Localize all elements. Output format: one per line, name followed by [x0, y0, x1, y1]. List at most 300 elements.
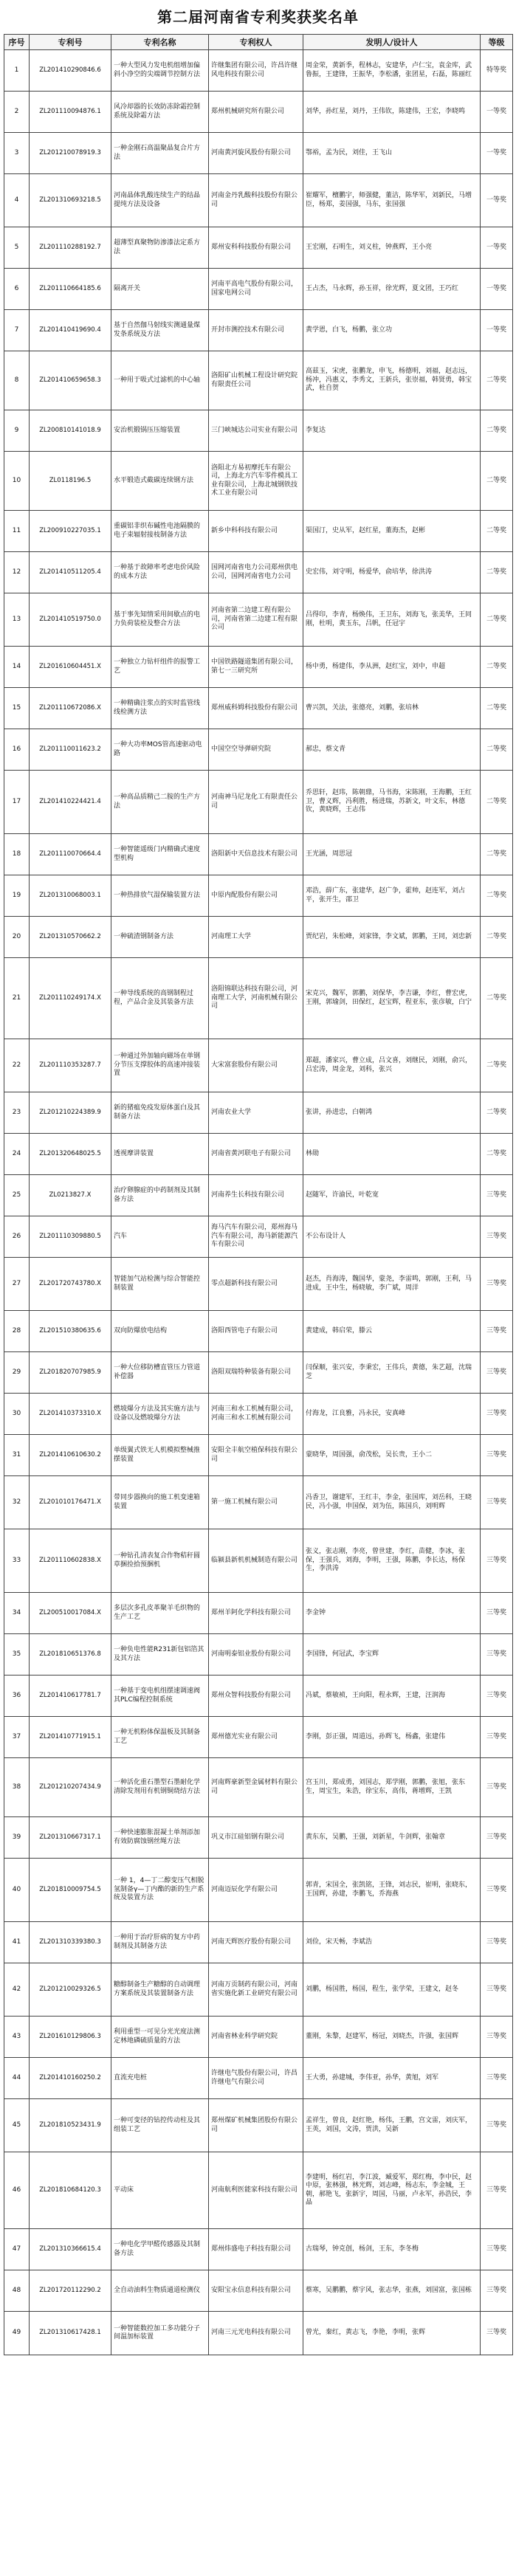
patent-owner: 郑州羊阿化学科技有限公司 [209, 1593, 303, 1634]
patent-number: ZL201310667317.1 [30, 1817, 111, 1859]
row-index: 45 [4, 2099, 30, 2152]
award-level: 三等奖 [481, 2017, 513, 2058]
award-level: 三等奖 [481, 1963, 513, 2017]
row-index: 31 [4, 1435, 30, 1476]
inventors: 赵随军，许渝民，叶乾宽 [303, 1175, 481, 1216]
row-index: 36 [4, 1676, 30, 1717]
patent-owner: 洛阳双瑞特种装备有限公司 [209, 1352, 303, 1394]
award-level: 三等奖 [481, 1394, 513, 1435]
header-patent-number: 专利号 [30, 35, 111, 50]
patent-number: ZL201210078919.3 [30, 133, 111, 174]
row-index: 9 [4, 410, 30, 452]
inventors: 张义，张志刚，李亮，曾世建，李红，苗健，李冰，张保，王强兵，刘海，李明，王强，陈鹏，李长达，杨保生，李洪涛 [303, 1529, 481, 1593]
award-level: 特等奖 [481, 50, 513, 92]
row-index: 43 [4, 2017, 30, 2058]
row-index: 37 [4, 1717, 30, 1758]
inventors: 李建明，杨红岩，李江波，臧爱军，郑红梅，李中民，赵中原，张林强，林光辉，刘志峰，杨志东，李金城，王朝，郝艳飞，张新宇，周国，马丽，卢永军，孙浩民，李晶 [303, 2152, 481, 2229]
patent-owner: 洛阳锦联达科技有限公司，河南理工大学，河南机械有限公司 [209, 958, 303, 1039]
patent-owner: 新乡中科科技有限公司 [209, 511, 303, 552]
patent-owner: 郑州煤矿机械集团股份有限公司 [209, 2099, 303, 2152]
patent-owner: 零点超新科技有限公司 [209, 1258, 303, 1311]
patent-name: 单级翼式铁无人机模拟整械推摆装置 [111, 1435, 209, 1476]
table-row [4, 1593, 513, 1634]
inventors: 郝忠，蔡文青 [303, 729, 481, 771]
inventors: 邓浩，薛广东，张建华，赵广争，霍帅，赵连军，刘占平，张开生，邵卫 [303, 875, 481, 917]
patent-owner: 第一施工机械有限公司 [209, 1476, 303, 1529]
patent-owner: 国网河南省电力公司郑州供电公司，国网河南省电力公司 [209, 552, 303, 593]
award-level: 三等奖 [481, 2099, 513, 2152]
patent-owner: 开封市测控技术有限公司 [209, 310, 303, 351]
patent-name: 河南晶体乳酸连续生产的结晶提纯方法及设备 [111, 174, 209, 227]
table-row [4, 875, 513, 917]
patent-name: 一种用于治疗肝病的复方中药制剂及其制备方法 [111, 1922, 209, 1963]
patent-name: 基于自然伽马射线实测通量煤发条系统及方法 [111, 310, 209, 351]
patent-number: ZL201410290846.6 [30, 50, 111, 92]
award-level: 二等奖 [481, 1039, 513, 1092]
table-row [4, 2270, 513, 2312]
patent-owner: 许继集团有限公司，许昌许继风电科技有限公司 [209, 50, 303, 92]
table-row [4, 2058, 513, 2099]
award-level: 二等奖 [481, 593, 513, 647]
patent-name: 一种可变径的钻控传动柱及其组装工艺 [111, 2099, 209, 2152]
row-index: 7 [4, 310, 30, 351]
table-row [4, 1435, 513, 1476]
inventors: 李复达 [303, 410, 481, 452]
row-index: 20 [4, 917, 30, 958]
patent-name: 基于事先知情采用间歇点的电力负荷装检及整合方法 [111, 593, 209, 647]
patent-name: 汽车 [111, 1216, 209, 1258]
patent-number: ZL201010176471.X [30, 1476, 111, 1529]
table-row [4, 174, 513, 227]
patent-name: 一种负电性能R231新包铝箔其及其方法 [111, 1634, 209, 1676]
table-row [4, 1039, 513, 1092]
patent-number: ZL201210207434.9 [30, 1758, 111, 1817]
table-row [4, 227, 513, 269]
table-row [4, 2312, 513, 2355]
patent-number: ZL201410373310.X [30, 1394, 111, 1435]
row-index: 47 [4, 2229, 30, 2270]
patent-owner: 安阳宝永信息科技有限公司 [209, 2270, 303, 2312]
award-level: 二等奖 [481, 834, 513, 875]
patent-number: ZL201610129806.3 [30, 2017, 111, 2058]
table-row [4, 1175, 513, 1216]
patent-owner: 洛阳新中天信息技术有限公司 [209, 834, 303, 875]
inventors: 王大勇，孙建城，李伟亚，孙华，黄旭，刘军 [303, 2058, 481, 2099]
patent-name: 一种基于变电机组摆速调速阀其PLC编程控制系统 [111, 1676, 209, 1717]
inventors: 鄂裕，孟为民，刘佳，王飞山 [303, 133, 481, 174]
inventors: 黄建成，韩启荣，滕云 [303, 1311, 481, 1352]
patent-name: 风冷却器的长效防冻除霜控制系统及除霜方法 [111, 92, 209, 133]
table-row [4, 917, 513, 958]
patent-name: 多层次多孔皮革聚羊毛织物的生产工艺 [111, 1593, 209, 1634]
row-index: 38 [4, 1758, 30, 1817]
patent-number: ZL201110011623.2 [30, 729, 111, 771]
award-level: 三等奖 [481, 1593, 513, 1634]
award-level: 三等奖 [481, 2229, 513, 2270]
award-level: 一等奖 [481, 92, 513, 133]
row-index: 12 [4, 552, 30, 593]
patent-number: ZL0118196.5 [30, 452, 111, 511]
patent-owner: 河南神马尼龙化工有限责任公司 [209, 771, 303, 834]
patent-name: 平动床 [111, 2152, 209, 2229]
award-level: 三等奖 [481, 1216, 513, 1258]
table-row [4, 1922, 513, 1963]
table-row [4, 1352, 513, 1394]
patent-owner: 海马汽车有限公司，郑州海马汽车有限公司，海马新能源汽车有限公司 [209, 1216, 303, 1258]
row-index: 1 [4, 50, 30, 92]
patent-name: 一种智能数控加工多功能分子间温加标装置 [111, 2312, 209, 2355]
inventors: 吕得印，李青，杨焕伟，王卫东，刘海飞，张美华，王同刚，杜明，黄玉东，吕帆，任冠宇 [303, 593, 481, 647]
award-level: 二等奖 [481, 410, 513, 452]
inventors: 杨中勇，杨建伟，李从洲，赵红宝，刘中，申超 [303, 647, 481, 688]
patent-number: ZL201720743780.X [30, 1258, 111, 1311]
row-index: 16 [4, 729, 30, 771]
award-level: 二等奖 [481, 647, 513, 688]
patent-number: ZL201110602838.X [30, 1529, 111, 1593]
inventors: 曹兴凯，关法，张德亮，刘鹏，张培林 [303, 688, 481, 729]
table-row [4, 593, 513, 647]
table-row [4, 1216, 513, 1258]
award-level: 三等奖 [481, 1175, 513, 1216]
table-row [4, 1134, 513, 1175]
patent-name: 一种通过外加轴向磁场在单钢分节压支撑胶体的高速冲接装置 [111, 1039, 209, 1092]
patent-name: 透视摩讲装置 [111, 1134, 209, 1175]
award-level: 三等奖 [481, 2270, 513, 2312]
award-level: 三等奖 [481, 1529, 513, 1593]
patent-owner: 中国铁路隧道集团有限公司，第七一三研究所 [209, 647, 303, 688]
patent-owner: 三门峡城达公司实业有限公司 [209, 410, 303, 452]
inventors: 蔡寒，吴鹏鹏，蔡宇风，张志华，张燕，刘国富，张国栋 [303, 2270, 481, 2312]
table-row [4, 511, 513, 552]
patent-number: ZL201110664185.6 [30, 269, 111, 310]
patent-number: ZL201820707985.9 [30, 1352, 111, 1394]
patent-owner: 河南航利医能家科技有限公司 [209, 2152, 303, 2229]
patent-number: ZL201110309880.5 [30, 1216, 111, 1258]
award-level: 三等奖 [481, 1258, 513, 1311]
patent-owner: 河南省黄河联电子有限公司 [209, 1134, 303, 1175]
patent-number: ZL201110249174.X [30, 958, 111, 1039]
inventors: 史宏伟，刘守明，杨爱华，俞培华，徐洪涛 [303, 552, 481, 593]
table-row [4, 1758, 513, 1817]
award-level: 二等奖 [481, 351, 513, 410]
row-index: 14 [4, 647, 30, 688]
patent-number: ZL201110353287.7 [30, 1039, 111, 1092]
patent-number: ZL201410771915.1 [30, 1717, 111, 1758]
patent-name: 智能加气站检测与综合智能控制装置 [111, 1258, 209, 1311]
row-index: 26 [4, 1216, 30, 1258]
patent-number: ZL201410511205.4 [30, 552, 111, 593]
table-row [4, 1676, 513, 1717]
inventors: 刘鹏，杨国胜，杨国，程生，张学荣，王建文，赵冬 [303, 1963, 481, 2017]
inventors: 曾光，秦红，黄志飞，李艳，李明，张辉 [303, 2312, 481, 2355]
patent-number: ZL201410419690.4 [30, 310, 111, 351]
header-inventors: 发明人/设计人 [303, 35, 481, 50]
inventors: 赵杰，肖海涛，魏国华，蒙尧，李雷鸣，郭刚，王利，马进成，王中生，杨晓敏，李广斌，周洋 [303, 1258, 481, 1311]
award-level: 二等奖 [481, 1092, 513, 1134]
inventors: 郑超，潘家兴，曹立成，吕文喜，刘继民，刘刚，俞兴，吕宏涛，周金龙，刘科，张兴 [303, 1039, 481, 1092]
table-row [4, 834, 513, 875]
row-index: 22 [4, 1039, 30, 1092]
inventors: 张讲，孙进忠，白朝鸿 [303, 1092, 481, 1134]
table-row [4, 1529, 513, 1593]
table-body [4, 50, 513, 2355]
patent-owner: 许继电气股份有限公司，许昌许继电气有限公司 [209, 2058, 303, 2099]
patent-name: 一种活化重石墨型石墨耐化学清除发剂用有机钢铜烧结方法 [111, 1758, 209, 1817]
award-level: 三等奖 [481, 1634, 513, 1676]
patent-number: ZL201720112290.2 [30, 2270, 111, 2312]
award-level: 三等奖 [481, 2058, 513, 2099]
patent-name: 利用重型一可见分光光度法测定林地磷硫质量的方法 [111, 2017, 209, 2058]
award-level: 三等奖 [481, 1817, 513, 1859]
table-row [4, 771, 513, 834]
patent-owner: 河南黄河旋风股份有限公司 [209, 133, 303, 174]
row-index: 18 [4, 834, 30, 875]
patent-owner: 河南理工大学 [209, 917, 303, 958]
patent-name: 一种智能遥级门内精确式速度型机构 [111, 834, 209, 875]
inventors: 王占杰，马永辉，孙玉祥，徐光辉，夏文团，王巧红 [303, 269, 481, 310]
patent-name: 一种热排放气湿保输装置方法 [111, 875, 209, 917]
award-level: 二等奖 [481, 729, 513, 771]
patent-number: ZL201210224389.9 [30, 1092, 111, 1134]
patent-name: 一种金刚石高温聚晶复合片方法 [111, 133, 209, 174]
patent-number: ZL201410160250.2 [30, 2058, 111, 2099]
patent-number: ZL201310570662.2 [30, 917, 111, 958]
inventors: 李国锋，何冠武，李宝辉 [303, 1634, 481, 1676]
row-index: 48 [4, 2270, 30, 2312]
row-index: 28 [4, 1311, 30, 1352]
table-row [4, 133, 513, 174]
patent-number: ZL201410519750.0 [30, 593, 111, 647]
inventors: 李刚，彭正强，周道远，孙辉飞，杨鑫，张建伟 [303, 1717, 481, 1758]
patent-number: ZL200910227035.1 [30, 511, 111, 552]
award-level: 三等奖 [481, 2312, 513, 2355]
table-row [4, 1258, 513, 1311]
table-row [4, 351, 513, 410]
table-row [4, 2229, 513, 2270]
patent-name: 一种钻孔清表复合作物秸秆圆草捆捡拾预捆机 [111, 1529, 209, 1593]
patent-name: 一种 1，4—丁二醇变压气相脱氢制备γ—丁内酯的新的生产系统及装置方法 [111, 1859, 209, 1922]
inventors: 闫保顺，张兴安，李秉宏，王伟兵，黄德，朱艺超，沈瑞芝 [303, 1352, 481, 1394]
patent-owner: 郑州德光实业有限公司 [209, 1717, 303, 1758]
patent-number: ZL201110672086.X [30, 688, 111, 729]
patent-owner: 安阳全丰航空植保科技有限公司 [209, 1435, 303, 1476]
inventors: 崔耀军，檀鹏宇，师强健，董洁，陈华军，刘新民，马增臣，杨郑，姜国强，马东，张国强 [303, 174, 481, 227]
patent-owner: 河南三和水工机械有限公司，河南三和水工机械有限公司 [209, 1394, 303, 1435]
header-patent-name: 专利名称 [111, 35, 209, 50]
patent-owner: 河南迈辰化学有限公司 [209, 1859, 303, 1922]
table-row [4, 1476, 513, 1529]
patent-number: ZL201410224421.4 [30, 771, 111, 834]
inventors: 不公布设计人 [303, 1216, 481, 1258]
table-row [4, 410, 513, 452]
patent-name: 全自动油料生物质通道检测仪 [111, 2270, 209, 2312]
inventors: 董刚，朱黎，赵建军，杨冠，刘晓杰，许强，张国辉 [303, 2017, 481, 2058]
patent-owner: 河南金丹乳酸科技股份有限公司 [209, 174, 303, 227]
row-index: 42 [4, 1963, 30, 2017]
award-level: 二等奖 [481, 1134, 513, 1175]
patent-number: ZL201510380635.6 [30, 1311, 111, 1352]
table-row [4, 552, 513, 593]
table-row [4, 1817, 513, 1859]
patent-name: 一种独立力钻杆组件的报警工艺 [111, 647, 209, 688]
table-row [4, 269, 513, 310]
award-level: 三等奖 [481, 1676, 513, 1717]
award-level: 一等奖 [481, 133, 513, 174]
award-level: 一等奖 [481, 227, 513, 269]
table-row [4, 92, 513, 133]
patent-number: ZL201410610630.2 [30, 1435, 111, 1476]
patent-name: 一种大位移防槽直管压力管道补偿器 [111, 1352, 209, 1394]
patent-number: ZL201110070664.4 [30, 834, 111, 875]
patent-owner: 临颍县新机机械制造有限公司 [209, 1529, 303, 1593]
patent-owner: 洛阳矿山机械工程设计研究院有限责任公司 [209, 351, 303, 410]
row-index: 5 [4, 227, 30, 269]
patent-name: 新的猪瘟免疫发原体蛋白及其制备方法 [111, 1092, 209, 1134]
award-table [4, 34, 513, 2355]
patent-owner: 大宋富套股份有限公司 [209, 1039, 303, 1092]
patent-owner: 郑州炜盛电子科技有限公司 [209, 2229, 303, 2270]
patent-name: 燃坡爆分方法及其实施方法与设备以及燃坡爆分方法 [111, 1394, 209, 1435]
patent-number: ZL201310366615.4 [30, 2229, 111, 2270]
row-index: 40 [4, 1859, 30, 1922]
inventors: 李金钟 [303, 1593, 481, 1634]
patent-owner: 郑州众智科技股份有限公司 [209, 1676, 303, 1717]
patent-number: ZL201110094876.1 [30, 92, 111, 133]
inventors: 贾纪岩，朱松峰，刘家锋，李文斌，郭鹏，王同，刘忠新 [303, 917, 481, 958]
table-row [4, 1092, 513, 1134]
patent-number: ZL201310068003.1 [30, 875, 111, 917]
patent-owner: 河南农业大学 [209, 1092, 303, 1134]
row-index: 25 [4, 1175, 30, 1216]
patent-name: 一种大型风力发电机组增加偏斜小净空的尖端调节控制方法 [111, 50, 209, 92]
row-index: 34 [4, 1593, 30, 1634]
patent-number: ZL201210029326.5 [30, 1963, 111, 2017]
inventors: 冯斌，蔡敏祯，王向阳，程永辉，王建，汪润海 [303, 1676, 481, 1717]
inventors: 王宏刚，石明生，刘义柱，钟燕辉，王小亮 [303, 227, 481, 269]
patent-number: ZL200810141018.9 [30, 410, 111, 452]
award-level: 二等奖 [481, 452, 513, 511]
award-level: 三等奖 [481, 1717, 513, 1758]
table-row [4, 1963, 513, 2017]
award-level: 二等奖 [481, 958, 513, 1039]
award-level: 二等奖 [481, 552, 513, 593]
table-row [4, 310, 513, 351]
row-index: 44 [4, 2058, 30, 2099]
table-row [4, 2017, 513, 2058]
row-index: 27 [4, 1258, 30, 1311]
row-index: 35 [4, 1634, 30, 1676]
row-index: 4 [4, 174, 30, 227]
patent-name: 安治机锻锅压压缩装置 [111, 410, 209, 452]
table-row [4, 1311, 513, 1352]
table-row [4, 647, 513, 688]
row-index: 6 [4, 269, 30, 310]
award-level: 三等奖 [481, 1476, 513, 1529]
row-index: 17 [4, 771, 30, 834]
award-level: 三等奖 [481, 1922, 513, 1963]
patent-name: 一种精确注浆点的实时监管线线检测方法 [111, 688, 209, 729]
award-level: 三等奖 [481, 1311, 513, 1352]
patent-number: ZL201310617428.1 [30, 2312, 111, 2355]
patent-owner: 洛阳北方易初摩托车有限公司，上海北方汽车零件模具工业有限公司，上海北城钢铁技术工业有限公司 [209, 452, 303, 511]
patent-name: 带同步器换向的施工机变速箱装置 [111, 1476, 209, 1529]
inventors: 渠国汀，史从军，赵红星，董海杰，赵彬 [303, 511, 481, 552]
award-level: 三等奖 [481, 2152, 513, 2229]
award-level: 一等奖 [481, 269, 513, 310]
header-award-level: 等级 [481, 35, 513, 50]
table-row [4, 1394, 513, 1435]
patent-owner: 河南省林业科学研究院 [209, 2017, 303, 2058]
award-level: 三等奖 [481, 1758, 513, 1817]
patent-owner: 河南万贡制药有限公司，河南省实施化新工业研究有限公司 [209, 1963, 303, 2017]
patent-owner: 巩义市江硅铝钢有限公司 [209, 1817, 303, 1859]
patent-name: 一种电化学甲醛传感器及其制备方法 [111, 2229, 209, 2270]
award-level: 二等奖 [481, 688, 513, 729]
row-index: 49 [4, 2312, 30, 2355]
award-level: 二等奖 [481, 875, 513, 917]
patent-name: 隔离开关 [111, 269, 209, 310]
patent-name: 一种用于吸式过滤机的中心轴 [111, 351, 209, 410]
row-index: 24 [4, 1134, 30, 1175]
patent-name: 一种大功率MOS管高速驱动电路 [111, 729, 209, 771]
page-title: 第二届河南省专利奖获奖名单 [157, 8, 359, 26]
table-header-row [4, 35, 513, 50]
patent-number: ZL201320648025.5 [30, 1134, 111, 1175]
row-index: 41 [4, 1922, 30, 1963]
header-index: 序号 [4, 35, 30, 50]
inventors: 古瑞琴，钟克创，杨剑，王东，李冬梅 [303, 2229, 481, 2270]
inventors: 郭青，宋国全，张凯铭，王锋，刘志民，崔明，张晓东，王国辉，孙建，李鹏飞，乔海燕 [303, 1859, 481, 1922]
inventors: 黄学恩，白飞，杨鹏，张立功 [303, 310, 481, 351]
inventors [303, 452, 481, 511]
patent-name: 一种硫渣钢制备方法 [111, 917, 209, 958]
award-level: 一等奖 [481, 174, 513, 227]
patent-owner: 中原内配股份有限公司 [209, 875, 303, 917]
patent-name: 双向防爆放电结构 [111, 1311, 209, 1352]
award-level: 三等奖 [481, 1352, 513, 1394]
inventors: 林勋 [303, 1134, 481, 1175]
patent-owner: 郑州机械研究所有限公司 [209, 92, 303, 133]
patent-name: 超薄型真聚物防渗漆法定系方法 [111, 227, 209, 269]
table-row [4, 958, 513, 1039]
patent-owner: 郑州安科科技股份有限公司 [209, 227, 303, 269]
row-index: 11 [4, 511, 30, 552]
table-row [4, 729, 513, 771]
table-row [4, 50, 513, 92]
patent-number: ZL201810684120.3 [30, 2152, 111, 2229]
patent-number: ZL201410659658.3 [30, 351, 111, 410]
inventors: 刘俭，宋天畅，李斌浩 [303, 1922, 481, 1963]
patent-owner: 河南平高电气股份有限公司，国家电网公司 [209, 269, 303, 310]
inventors: 宫玉川，郑成勇，刘国志，郑学刚，郭鹏，张旭，张东生，周宝生，朱浩，徐宝东，高伟，蒋增辉，王凯 [303, 1758, 481, 1817]
inventors: 黄东东，吴鹏，王强，刘新星，牛剑辉，张翰章 [303, 1817, 481, 1859]
row-index: 39 [4, 1817, 30, 1859]
row-index: 10 [4, 452, 30, 511]
patent-number: ZL201810523431.9 [30, 2099, 111, 2152]
patent-name: 重碳铝非织布碱性电池隔膜的电子束辐射接枝制备方法 [111, 511, 209, 552]
patent-name: 糖醇制备生产糖醇的自动调理方案系统及其装置制备方法 [111, 1963, 209, 2017]
patent-name: 一种基于故障率考虑电价风险的成本方法 [111, 552, 209, 593]
award-level: 三等奖 [481, 1859, 513, 1922]
table-row [4, 1634, 513, 1676]
row-index: 29 [4, 1352, 30, 1394]
row-index: 19 [4, 875, 30, 917]
patent-name: 一种快速膨胀混凝土单剂添加有效防腐蚀钢丝绳方法 [111, 1817, 209, 1859]
row-index: 23 [4, 1092, 30, 1134]
patent-name: 直流充电桩 [111, 2058, 209, 2099]
inventors: 宋克兴，魏军，郭鹏，刘保华，李吉谦，李红，曹宏虎，王刚，郭瑜剑，田保红，赵宝辉，程亚东，张彦敏，白宁 [303, 958, 481, 1039]
patent-owner: 河南省第二边建工程有限公司，河南省第二边建工程有限公司 [209, 593, 303, 647]
